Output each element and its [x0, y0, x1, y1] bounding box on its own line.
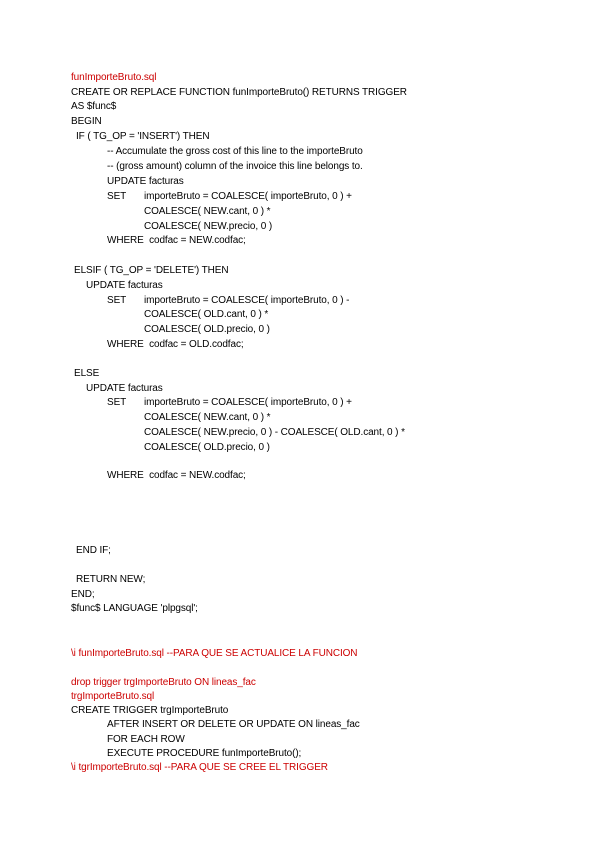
code-line-39: EXECUTE PROCEDURE funImporteBruto();: [107, 748, 302, 759]
code-line-3: AS $func$: [71, 101, 117, 112]
code-line-40: \i tgrImporteBruto.sql --PARA QUE SE CREE EL TRIGGER: [71, 762, 328, 773]
code-line-12: COALESCE( NEW.precio, 0 ): [144, 221, 273, 232]
code-line-29: END IF;: [76, 545, 111, 556]
code-line-25: COALESCE( NEW.cant, 0 ) *: [144, 412, 271, 423]
code-line-19: COALESCE( OLD.precio, 0 ): [144, 324, 270, 335]
code-line-26: COALESCE( NEW.precio, 0 ) - COALESCE( OLD.cant, 0 ) *: [144, 427, 405, 438]
code-line-11: COALESCE( NEW.cant, 0 ) *: [144, 206, 271, 217]
code-line-23: SET: [107, 397, 127, 408]
code-line-1: funImporteBruto.sql: [71, 72, 157, 83]
code-line-15: UPDATE facturas: [86, 280, 163, 291]
code-line-4: BEGIN: [71, 116, 102, 127]
code-line-20: WHERE codfac = OLD.codfac;: [107, 339, 244, 350]
code-line-5: IF ( TG_OP = 'INSERT') THEN: [76, 131, 210, 142]
code-line-30: RETURN NEW;: [76, 574, 146, 585]
code-line-38: FOR EACH ROW: [107, 734, 185, 745]
code-line-36: CREATE TRIGGER trgImporteBruto: [71, 705, 229, 716]
code-line-27: COALESCE( OLD.precio, 0 ): [144, 442, 270, 453]
code-line-24: importeBruto = COALESCE( importeBruto, 0 ) +: [144, 397, 352, 408]
code-line-31: END;: [71, 589, 95, 600]
code-line-9: SET: [107, 191, 127, 202]
code-line-16: SET: [107, 295, 127, 306]
code-line-8: UPDATE facturas: [107, 176, 184, 187]
code-line-21: ELSE: [74, 368, 100, 379]
code-line-18: COALESCE( OLD.cant, 0 ) *: [144, 309, 269, 320]
code-line-32: $func$ LANGUAGE 'plpgsql';: [71, 603, 198, 614]
code-line-7: -- (gross amount) column of the invoice this line belongs to.: [107, 161, 363, 172]
code-line-35: trgImporteBruto.sql: [71, 691, 155, 702]
code-line-2: CREATE OR REPLACE FUNCTION funImporteBruto() RETURNS TRIGGER: [71, 87, 407, 98]
code-line-22: UPDATE facturas: [86, 383, 163, 394]
code-line-13: WHERE codfac = NEW.codfac;: [107, 235, 246, 246]
code-line-10: importeBruto = COALESCE( importeBruto, 0 ) +: [144, 191, 352, 202]
code-line-37: AFTER INSERT OR DELETE OR UPDATE ON lineas_fac: [107, 719, 360, 730]
code-line-14: ELSIF ( TG_OP = 'DELETE') THEN: [74, 265, 229, 276]
code-line-6: -- Accumulate the gross cost of this line to the importeBruto: [107, 146, 363, 157]
code-line-33: \i funImporteBruto.sql --PARA QUE SE ACTUALICE LA FUNCION: [71, 648, 358, 659]
code-line-28: WHERE codfac = NEW.codfac;: [107, 470, 246, 481]
code-line-34: drop trigger trgImporteBruto ON lineas_fac: [71, 677, 256, 688]
code-line-17: importeBruto = COALESCE( importeBruto, 0 ) -: [144, 295, 350, 306]
